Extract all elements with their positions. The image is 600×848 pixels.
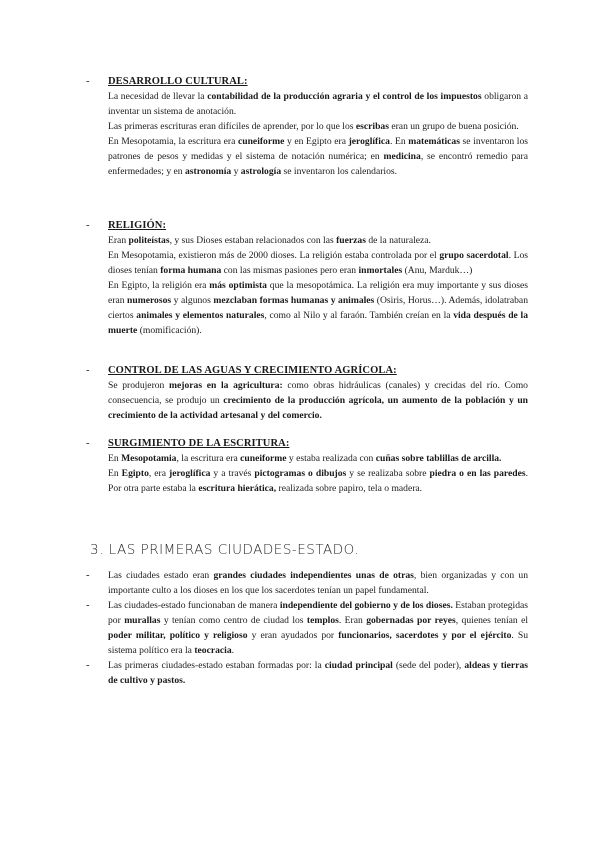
bullet-dash: - <box>86 220 90 231</box>
body-text: (momificación). <box>137 325 202 336</box>
body-text: de la naturaleza. <box>365 235 431 246</box>
bullet-dash: - <box>86 76 90 87</box>
emphasis-text: matemáticas <box>408 136 460 147</box>
emphasis-text: mezclaban formas humanas y animales <box>213 295 375 306</box>
body-text: . En <box>389 136 409 147</box>
emphasis-text: pictogramas o dibujos <box>254 468 347 479</box>
body-text: , bien organizadas y con un importante culto a los dioses en los que los sacerdotes tenían un papel fundamental. <box>108 570 529 596</box>
emphasis-text: escribas <box>355 121 389 132</box>
emphasis-text: aldeas y tierras de cultivo y pastos. <box>108 660 528 686</box>
body-text: con las mismas pasiones pero eran <box>221 265 359 276</box>
emphasis-text: jeroglífica <box>348 136 390 147</box>
body-text: , era <box>148 468 170 479</box>
section-religion <box>86 218 528 338</box>
body-text: y a través <box>210 468 255 479</box>
emphasis-text: inmortales <box>358 265 403 276</box>
body-text: Las ciudades estado eran <box>108 570 214 581</box>
section-3-list <box>86 568 529 688</box>
body-text: y se realizaba sobre <box>346 468 430 479</box>
bullet-dash: - <box>86 600 90 611</box>
body-text: , quienes tenían el <box>455 615 529 626</box>
body-text: se inventaron los patrones de pesos y medidas y el sistema de notación numérica; en <box>108 136 528 162</box>
emphasis-text: medicina <box>383 151 421 162</box>
paragraph <box>108 233 528 248</box>
body-text: . Los dioses tenían <box>108 250 528 276</box>
section-body <box>108 378 528 423</box>
list-item <box>86 658 528 688</box>
paragraph <box>108 378 528 423</box>
section-heading: CONTROL DE LAS AGUAS Y CRECIMIENTO AGRÍCOLA: <box>108 365 397 376</box>
body-text: Las primeras ciudades-estado estaban formadas por: la <box>108 660 325 671</box>
emphasis-text: politeístas <box>128 235 170 246</box>
body-text: (Osiris, Horus…). Además, idolatraban ciertos <box>108 295 528 321</box>
list-item <box>86 598 529 658</box>
section-heading: SURGIMIENTO DE LA ESCRITURA: <box>108 438 290 449</box>
body-text: . Su sistema político era la <box>108 630 528 656</box>
emphasis-text: cuñas sobre tablillas de arcilla. <box>375 453 502 464</box>
body-text: Las ciudades-estado funcionaban de manera <box>108 600 280 611</box>
emphasis-text: Mesopotamia <box>121 453 177 464</box>
emphasis-text: Egipto <box>121 468 149 479</box>
section-body <box>108 451 528 496</box>
body-text: eran un grupo de buena posición. <box>388 121 519 132</box>
body-text: (Anu, Marduk…) <box>402 265 473 276</box>
body-text: se inventaron los calendarios. <box>281 166 398 177</box>
emphasis-text: escritura hierática, <box>198 483 277 494</box>
emphasis-text: cuneiforme <box>240 453 287 464</box>
section-desarrollo-cultural <box>86 74 528 179</box>
bullet-dash: - <box>86 365 90 376</box>
body-text: La necesidad de llevar la <box>108 91 208 102</box>
emphasis-text: templos <box>306 615 339 626</box>
emphasis-text: funcionarios, sacerdotes y por el ejército <box>338 630 512 641</box>
bullet-dash: - <box>86 438 90 449</box>
body-text: . Eran <box>338 615 367 626</box>
emphasis-text: mejoras en la agricultura: <box>169 380 283 391</box>
body-text: Eran <box>108 235 129 246</box>
emphasis-text: vida después de la muerte <box>108 310 528 336</box>
emphasis-text: fuerzas <box>336 235 366 246</box>
emphasis-text: piedra o en las paredes <box>429 468 526 479</box>
section-body <box>108 89 528 179</box>
emphasis-text: murallas <box>124 615 161 626</box>
emphasis-text: grupo sacerdotal <box>439 250 509 261</box>
emphasis-text: numerosos <box>127 295 172 306</box>
emphasis-text: astrología <box>240 166 282 177</box>
body-text: . <box>231 645 235 656</box>
body-text: En Egipto, la religión era <box>108 280 210 291</box>
body-text: , como al Nilo y al faraón. También creían en la <box>264 310 454 321</box>
body-text: En Mesopotamia, la escritura era <box>108 136 238 147</box>
emphasis-text: cuneiforme <box>238 136 285 147</box>
section-control-aguas <box>86 363 528 423</box>
emphasis-text: jeroglífica <box>169 468 211 479</box>
paragraph <box>108 134 528 179</box>
paragraph <box>108 248 528 278</box>
body-text: obligaron a inventar un sistema de anotación. <box>108 91 528 117</box>
body-text: Estaban protegidas por <box>108 600 528 626</box>
body-text: como obras hidráulicas (canales) y crecidas del río. Como consecuencia, se produjo un <box>108 380 528 406</box>
body-text: , se encontró remedio para enfermedades; y en <box>108 151 528 177</box>
body-text: Las primeras escrituras eran difíciles de aprender, por lo que los <box>108 121 356 132</box>
paragraph <box>108 278 528 338</box>
paragraph <box>108 119 528 134</box>
emphasis-text: gobernadas por reyes <box>366 615 456 626</box>
emphasis-text: grandes ciudades independientes unas de otras <box>213 570 414 581</box>
body-text: que la mesopotámica. La religión era muy importante y sus dioses eran <box>108 280 528 306</box>
body-text: . Por otra parte estaba la <box>108 468 528 494</box>
body-text: realizada sobre papiro, tela o madera. <box>276 483 423 494</box>
body-text: y estaba realizada con <box>286 453 376 464</box>
paragraph <box>108 466 528 496</box>
emphasis-text: astronomía <box>184 166 232 177</box>
body-text: y algunos <box>171 295 214 306</box>
body-text: Se produjeron <box>108 380 170 391</box>
paragraph <box>108 451 528 466</box>
bullet-dash: - <box>86 660 90 671</box>
section-heading: RELIGIÓN: <box>108 220 167 231</box>
section-escritura <box>86 436 528 496</box>
body-text: y <box>231 166 241 177</box>
body-text: , la escritura era <box>176 453 241 464</box>
section-3-title: 3. LAS PRIMERAS CIUDADES-ESTADO. <box>90 542 360 558</box>
emphasis-text: contabilidad de la producción agraria y el control de los impuestos <box>207 91 482 102</box>
emphasis-text: crecimiento de la producción agrícola, un aumento de la población y un crecimiento de la actividad artesanal y del comercio. <box>108 395 528 421</box>
body-text: En Mesopotamia, existieron más de 2000 dioses. La religión estaba controlada por el <box>108 250 440 261</box>
body-text: y tenían como centro de ciudad los <box>160 615 307 626</box>
emphasis-text: forma humana <box>160 265 222 276</box>
body-text: (sede del poder), <box>392 660 465 671</box>
paragraph <box>108 89 528 119</box>
bullet-dash: - <box>86 570 90 581</box>
section-heading: DESARROLLO CULTURAL: <box>108 76 248 87</box>
emphasis-text: animales y elementos naturales <box>136 310 265 321</box>
section-body <box>108 233 528 338</box>
emphasis-text: poder militar, político y religioso <box>108 630 248 641</box>
body-text: En <box>108 468 122 479</box>
list-item <box>86 568 529 598</box>
emphasis-text: independiente del gobierno y de los dioses. <box>279 600 453 611</box>
emphasis-text: teocracia <box>194 645 232 656</box>
emphasis-text: ciudad principal <box>324 660 393 671</box>
emphasis-text: más optimista <box>209 280 267 291</box>
body-text: En <box>108 453 122 464</box>
body-text: y en Egipto era <box>284 136 349 147</box>
body-text: y eran ayudados por <box>247 630 339 641</box>
body-text: , y sus Dioses estaban relacionados con las <box>169 235 337 246</box>
